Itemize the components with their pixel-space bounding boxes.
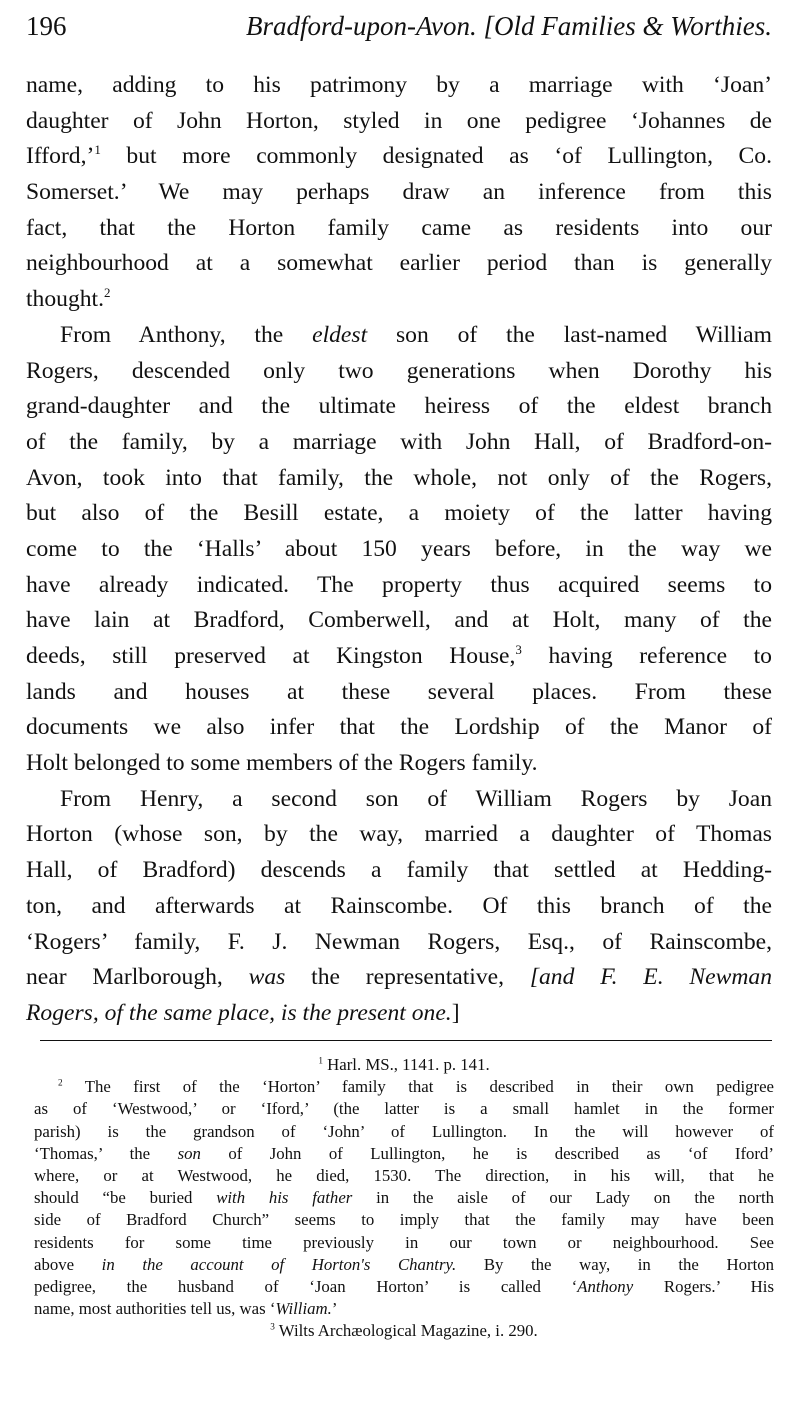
body-line: From Henry, a second son of William Rogers by Joan	[60, 785, 772, 812]
body-line: come to the ‘Halls’ about 150 years before, in the way we	[26, 535, 772, 562]
body-line: fact, that the Horton family came as residents into our	[26, 214, 772, 241]
body-line: daughter of John Horton, styled in one pedigree ‘Johannes de	[26, 107, 772, 134]
page-number: 196	[26, 11, 67, 41]
body-line: neighbourhood at a somewhat earlier period than is generally	[26, 250, 772, 277]
footnote-line: name, most authorities tell us, was ‘William.’	[34, 1299, 338, 1319]
body-line: deeds, still preserved at Kingston House,$^3$ having reference to	[26, 641, 772, 669]
body-line: Rogers, descended only two generations when Dorothy his	[26, 357, 772, 384]
footnote-line: side of Bradford Church” seems to imply that the family may have been	[34, 1210, 774, 1230]
body-line: near Marlborough, was the representative, [and F. E. Newman	[26, 964, 772, 991]
footnote-line: pedigree, the husband of ‘Joan Horton’ is called ‘Anthony Rogers.’ His	[34, 1276, 774, 1296]
body-line: but also of the Besill estate, a moiety of the latter having	[26, 500, 772, 527]
footnote-line: as of ‘Westwood,’ or ‘Iford,’ (the latter is a small hamlet in the former	[34, 1099, 774, 1119]
body-line: Holt belonged to some members of the Rogers family.	[26, 750, 538, 777]
body-line: lands and houses at these several places. From these	[26, 678, 772, 705]
running-header	[26, 10, 772, 44]
footnote-ref: 1	[94, 142, 101, 158]
body-line: name, adding to his patrimony by a marriage with ‘Joan’	[26, 72, 772, 98]
footnote-divider	[40, 1040, 772, 1041]
footnote-3: $^3$ Wilts Archæological Magazine, i. 290.	[270, 1321, 538, 1341]
footnote-1: $^1$ Harl. MS., 1141. p. 141.	[318, 1055, 490, 1074]
body-line: Somerset.’ We may perhaps draw an inference from this	[26, 179, 772, 206]
body-line: thought.$^2$	[26, 285, 111, 313]
body-line: Hall, of Bradford) descends a family that settled at Hedding-	[26, 857, 772, 884]
footnote-line: should “be buried with his father in the aisle of our Lady on the north	[34, 1188, 775, 1208]
body-line: documents we also infer that the Lordship of the Manor of	[26, 714, 772, 741]
body-line: of the family, by a marriage with John Hall, of Bradford-on-	[26, 428, 772, 455]
footnote-line: parish) is the grandson of ‘John’ of Lullington. In the will however of	[34, 1121, 774, 1141]
body-line: Horton (whose son, by the way, married a daughter of Thomas	[26, 821, 772, 848]
running-title: Bradford-upon-Avon. [Old Families & Worthies.	[246, 11, 772, 41]
footnote-line: ‘Thomas,’ the son of John of Lullington, he is described as ‘of Iford’	[34, 1143, 774, 1163]
footnote-ref: 3	[515, 641, 522, 657]
body-line: Rogers, of the same place, is the present one.]	[26, 999, 460, 1026]
body-line: ton, and afterwards at Rainscombe. Of this branch of the	[26, 892, 772, 919]
body-text	[26, 68, 772, 1032]
footnote-line: residents for some time previously in our town or neighbourhood. See	[34, 1232, 774, 1252]
footnote-line: above in the account of Horton's Chantry. By the way, in the Horton	[34, 1254, 775, 1274]
body-line: have already indicated. The property thus acquired seems to	[26, 571, 772, 598]
body-line: From Anthony, the eldest son of the last-named William	[60, 321, 772, 348]
body-line: ‘Rogers’ family, F. J. Newman Rogers, Esq., of Rainscombe,	[26, 928, 772, 955]
body-line: have lain at Bradford, Comberwell, and at Holt, many of the	[26, 607, 772, 634]
body-line: Avon, took into that family, the whole, not only of the Rogers,	[26, 464, 772, 491]
footnotes	[34, 1054, 774, 1342]
footnote-line: where, or at Westwood, he died, 1530. The direction, in his will, that he	[34, 1165, 774, 1185]
body-line: Ifford,’$^1$ but more commonly designated as ‘of Lullington, Co.	[26, 142, 772, 170]
footnote-ref: 2	[104, 285, 111, 301]
footnote-2: $^2$ The first of the ‘Horton’ family that is described in their own pedigree	[58, 1077, 774, 1097]
body-line: grand-daughter and the ultimate heiress of the eldest branch	[26, 393, 772, 420]
